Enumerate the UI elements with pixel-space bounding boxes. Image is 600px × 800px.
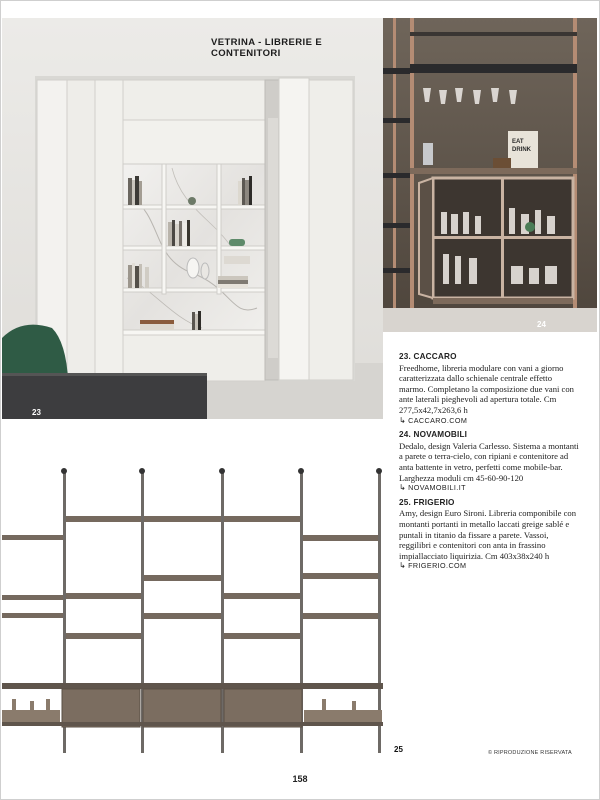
caption-body: Freedhome, libreria modulare con vani a giorno caratterizzata dallo schienale centrale effetto marmo. Completano la composizione due vani con ante laterali pieghevoli ad apertura totale. Cm 277,5x42,7x263,6 h: [399, 362, 574, 415]
photo-number-25: 25: [394, 745, 403, 754]
page-number: 158: [292, 774, 308, 784]
svg-text:EAT: EAT: [512, 139, 524, 145]
captions-column: [399, 352, 579, 576]
copyright-notice: © RIPRODUZIONE RISERVATA: [488, 750, 572, 756]
caption-frigerio: [399, 498, 579, 572]
caption-body: Dedalo, design Valeria Carlesso. Sistema a montanti a parete o terra-cielo, con ripiani e contenitore ad anta battente in vetro, perfetti come mobile-bar. Larghezza moduli cm 45-60-90-120: [399, 440, 579, 483]
caption-website-link[interactable]: [399, 483, 579, 494]
photo-caccaro-bookcase: [2, 18, 383, 419]
caption-website-link[interactable]: [399, 561, 579, 572]
caption-title: 25. FRIGERIO: [399, 497, 455, 507]
caption-link-text[interactable]: FRIGERIO.COM: [408, 561, 467, 571]
photo-frigerio-shelving: [2, 455, 403, 765]
link-arrow-icon: ↳: [399, 415, 407, 425]
link-arrow-icon: ↳: [399, 483, 407, 493]
caption-title: 24. NOVAMOBILI: [399, 430, 468, 440]
svg-text:DRINK: DRINK: [512, 147, 531, 153]
caption-title: 23. CACCARO: [399, 352, 457, 361]
link-arrow-icon: ↳: [399, 561, 407, 571]
caption-body: Amy, design Euro Sironi. Libreria componibile con montanti portanti in metallo laccati greige sablé e puntali in titanio da fissare a parete. Vassoi, reggilibri e contenitori con anta in frassino impiallacciato liquirizia. Cm 403x38x240 h: [399, 508, 577, 561]
caccaro-bookcase-illustration: [2, 18, 383, 419]
photo-number-24: 24: [537, 320, 546, 329]
photo-novamobili-shelving: [383, 18, 597, 332]
caption-link-text[interactable]: NOVAMOBILI.IT: [408, 483, 466, 493]
caption-novamobili: [399, 430, 579, 494]
section-title: VETRINA - LIBRERIE E CONTENITORI: [211, 37, 323, 59]
photo-number-23: 23: [32, 408, 41, 417]
frigerio-shelving-illustration: [2, 455, 397, 765]
caption-caccaro: [399, 352, 579, 426]
caption-link-text[interactable]: CACCARO.COM: [408, 415, 468, 425]
novamobili-shelving-illustration: [383, 18, 597, 332]
caption-website-link[interactable]: [399, 416, 579, 427]
